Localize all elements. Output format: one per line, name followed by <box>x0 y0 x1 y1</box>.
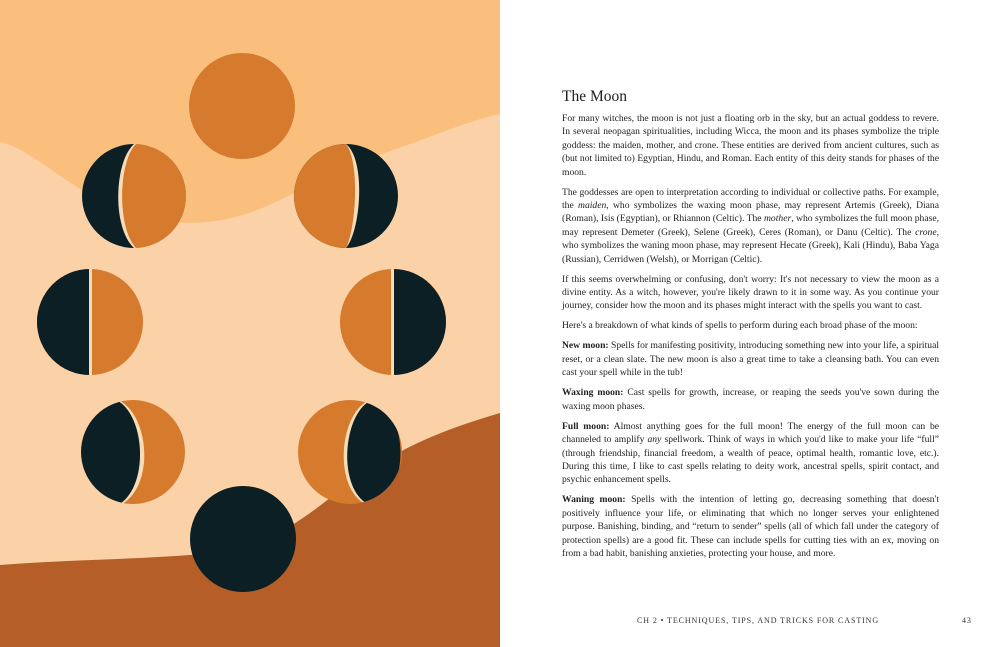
paragraph-breakdown-intro: Here's a breakdown of what kinds of spells to perform during each broad phase of the moon: <box>562 320 918 332</box>
emphasis-maiden: maiden <box>578 200 607 212</box>
label-waning-moon: Waning moon: <box>562 494 626 506</box>
paragraph-goddesses <box>562 186 939 266</box>
page-number: 43 <box>962 616 972 625</box>
paragraph-full-moon <box>562 420 939 487</box>
running-footer-chapter: CH 2 • TECHNIQUES, TIPS, AND TRICKS FOR CASTING <box>637 616 880 625</box>
emphasis-crone: crone <box>915 226 937 238</box>
paragraph-intro: For many witches, the moon is not just a floating orb in the sky, but an actual goddess to revere. In several neopagan spiritualities, including Wicca, the moon and its phases symbolize the triple goddess: the maiden, mother, and crone. These entities are derived from ancient cultures, such as (but not limited to) Egyptian, Hindu, and Roman. Each entity of this deity stands for phases of the moon. <box>562 113 939 178</box>
text-span: , who symbolizes the waxing moon phase, may represent Artemis (Greek), Diana (Roman), Isis (Egyptian), or Rhiannon (Celtic). The <box>562 200 939 225</box>
emphasis-any: any <box>647 434 662 446</box>
text-span: spellwork. Think of ways in which you'd like to make your life “full” (through friendship, financial freedom, a wealth of peace, optimal health, romantic love, etc.). During this time, I like to cast spells relating to deity work, ancestral spells, spirit contact, and psychic enhancement spells. <box>562 434 939 486</box>
waxing-gibbous-icon <box>294 144 398 248</box>
paragraph-reassurance: If this seems overwhelming or confusing, don't worry: It's not necessary to view the moon as a divine entity. As a witch, however, you're likely drawn to it in some way. As you continue your journey, consider how the moon and its phases might interact with the spells you want to cast. <box>562 273 939 312</box>
text-page <box>500 0 1000 647</box>
text-span: , who symbolizes the waning moon phase, may represent Hecate (Greek), Kali (Hindu), Baba Yaga (Russian), Cerridwen (Welsh), or Morrigan (Celtic). <box>562 226 939 265</box>
paragraph-waxing-moon <box>562 386 939 413</box>
emphasis-mother: mother <box>764 213 792 225</box>
text-span: Spells with the intention of letting go, decreasing something that doesn't positively influence your life, or eliminating that which no longer serves your enlightened purpose. Banishing, binding, and “return to sender” spells (all of which fall under the category of protection spells) are a good fit. These can include spells for cutting ties with an ex, moving on from a bad habit, banishing anxieties, protecting your house, and more. <box>562 494 939 559</box>
label-full-moon: Full moon: <box>562 420 610 432</box>
paragraph-new-moon <box>562 339 939 379</box>
new-moon-icon <box>190 486 296 592</box>
text-span: Almost anything goes for the full moon! The energy of the full moon can be channeled to amplify <box>562 420 940 446</box>
text-span: Cast spells for growth, increase, or reaping the seeds you've sown during the waxing moon phases. <box>562 387 939 412</box>
full-moon-icon <box>189 53 295 159</box>
text-span: , who symbolizes the full moon phase, may represent Demeter (Greek), Selene (Greek), Ceres (Roman), or Danu (Celtic). The <box>562 213 939 238</box>
text-span: The goddesses are open to interpretation according to individual or collective paths. For example, the <box>562 186 939 212</box>
text-span: Spells for manifesting positivity, introducing something new into your life, a spiritual reset, or a clean slate. The new moon is also a great time to take a cleansing bath. You can even cast your spell while in the tub! <box>562 340 939 379</box>
paragraph-waning-moon <box>562 493 939 560</box>
label-waxing-moon: Waxing moon: <box>562 387 624 399</box>
page-title: The Moon <box>562 88 628 105</box>
label-new-moon: New moon: <box>562 340 609 352</box>
article-body <box>562 112 939 567</box>
